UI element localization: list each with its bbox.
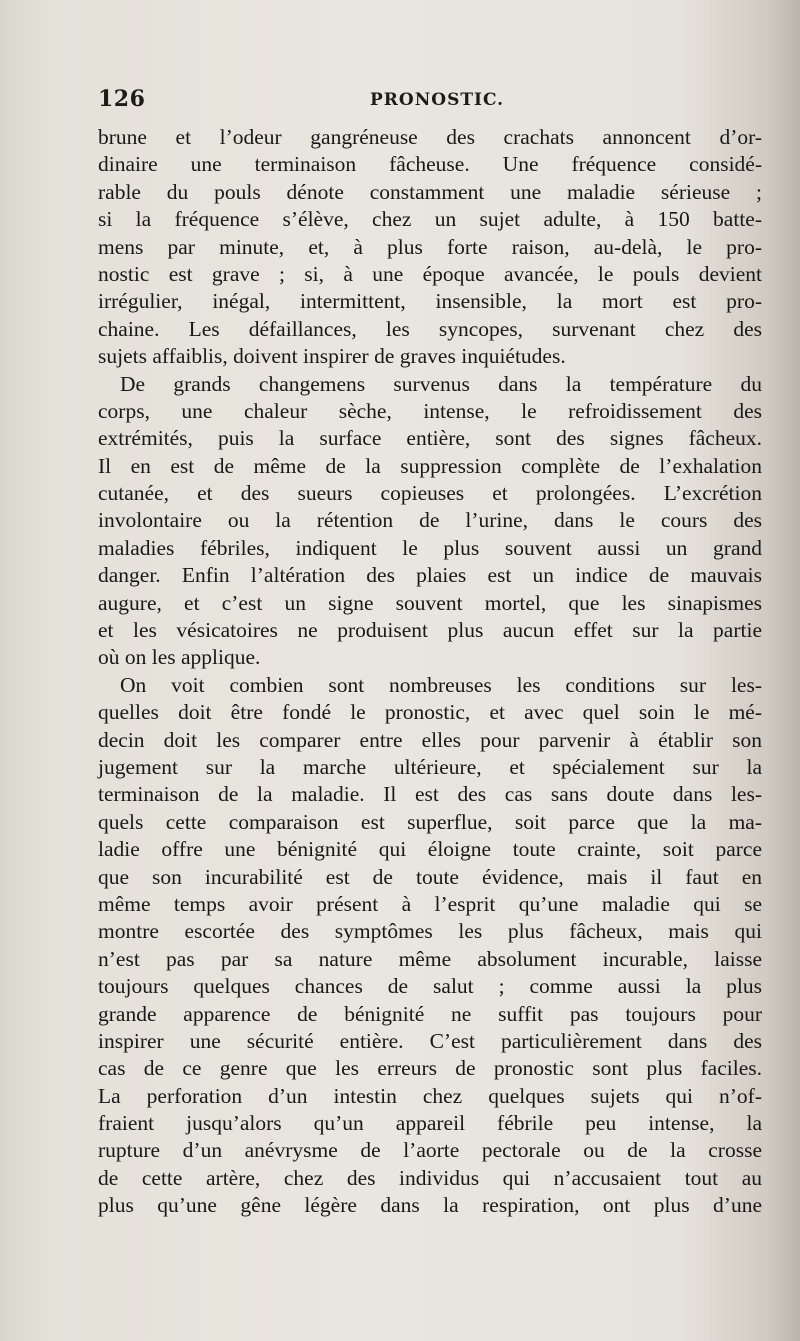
text-line: plus qu’une gêne légère dans la respiration, ont plus d’une bbox=[98, 1193, 762, 1218]
running-head bbox=[98, 86, 758, 116]
text-line: La perforation d’un intestin chez quelques sujets qui n’of- bbox=[98, 1083, 762, 1108]
text-line: maladies fébriles, indiquent le plus souvent aussi un grand bbox=[98, 535, 762, 560]
text-line: On voit combien sont nombreuses les conditions sur les- bbox=[120, 672, 762, 697]
text-line: quels cette comparaison est superflue, soit parce que la ma- bbox=[98, 809, 762, 834]
text-line: grande apparence de bénignité ne suffit pas toujours pour bbox=[98, 1001, 762, 1026]
text-line: jugement sur la marche ultérieure, et spécialement sur la bbox=[98, 754, 762, 779]
text-line: extrémités, puis la surface entière, sont des signes fâcheux. bbox=[98, 426, 762, 451]
text-line: corps, une chaleur sèche, intense, le refroidissement des bbox=[98, 398, 762, 423]
body-text bbox=[98, 124, 762, 1220]
running-title: PRONOSTIC. bbox=[370, 90, 505, 110]
text-line: irrégulier, inégal, intermittent, insensible, la mort est pro- bbox=[98, 289, 762, 314]
text-line: où on les applique. bbox=[98, 645, 261, 670]
text-line: n’est pas par sa nature même absolument incurable, laisse bbox=[98, 946, 762, 971]
text-line: toujours quelques chances de salut ; comme aussi la plus bbox=[98, 974, 762, 999]
text-line: de cette artère, chez des individus qui n’accusaient tout au bbox=[98, 1165, 762, 1190]
text-line: involontaire ou la rétention de l’urine, dans le cours des bbox=[98, 508, 762, 533]
text-line: inspirer une sécurité entière. C’est particulièrement dans des bbox=[98, 1028, 762, 1053]
text-line: Il en est de même de la suppression complète de l’exhalation bbox=[98, 453, 762, 478]
text-line: que son incurabilité est de toute évidence, mais il faut en bbox=[98, 864, 762, 889]
text-line: même temps avoir présent à l’esprit qu’une maladie qui se bbox=[98, 891, 762, 916]
text-line: dinaire une terminaison fâcheuse. Une fréquence considé- bbox=[98, 152, 762, 177]
text-line: fraient jusqu’alors qu’un appareil fébrile peu intense, la bbox=[98, 1111, 762, 1136]
text-line: De grands changemens survenus dans la température du bbox=[120, 371, 762, 396]
text-line: terminaison de la maladie. Il est des cas sans doute dans les- bbox=[98, 782, 762, 807]
text-line: brune et l’odeur gangréneuse des crachats annoncent d’or- bbox=[98, 125, 762, 149]
text-line: rupture d’un anévrysme de l’aorte pectorale ou de la crosse bbox=[98, 1138, 762, 1163]
text-line: augure, et c’est un signe souvent mortel, que les sinapismes bbox=[98, 590, 762, 615]
text-line: si la fréquence s’élève, chez un sujet adulte, à 150 batte- bbox=[98, 207, 762, 232]
text-line: mens par minute, et, à plus forte raison, au-delà, le pro- bbox=[98, 234, 762, 259]
text-line: et les vésicatoires ne produisent plus aucun effet sur la partie bbox=[98, 618, 762, 643]
text-line: danger. Enfin l’altération des plaies est un indice de mauvais bbox=[98, 563, 762, 588]
text-line: ladie offre une bénignité qui éloigne toute crainte, soit parce bbox=[98, 837, 762, 862]
text-line: sujets affaiblis, doivent inspirer de graves inquiétudes. bbox=[98, 344, 566, 369]
text-line: cas de ce genre que les erreurs de pronostic sont plus faciles. bbox=[98, 1056, 762, 1081]
text-line: quelles doit être fondé le pronostic, et avec quel soin le mé- bbox=[98, 700, 762, 725]
text-line: decin doit les comparer entre elles pour parvenir à établir son bbox=[98, 727, 762, 752]
page-number: 126 bbox=[98, 86, 146, 112]
text-line: cutanée, et des sueurs copieuses et prolongées. L’excrétion bbox=[98, 481, 762, 506]
text-line: montre escortée des symptômes les plus fâcheux, mais qui bbox=[98, 919, 762, 944]
text-line: nostic est grave ; si, à une époque avancée, le pouls devient bbox=[98, 261, 762, 286]
text-line: chaine. Les défaillances, les syncopes, survenant chez des bbox=[98, 316, 762, 341]
text-line: rable du pouls dénote constamment une maladie sérieuse ; bbox=[98, 179, 762, 204]
